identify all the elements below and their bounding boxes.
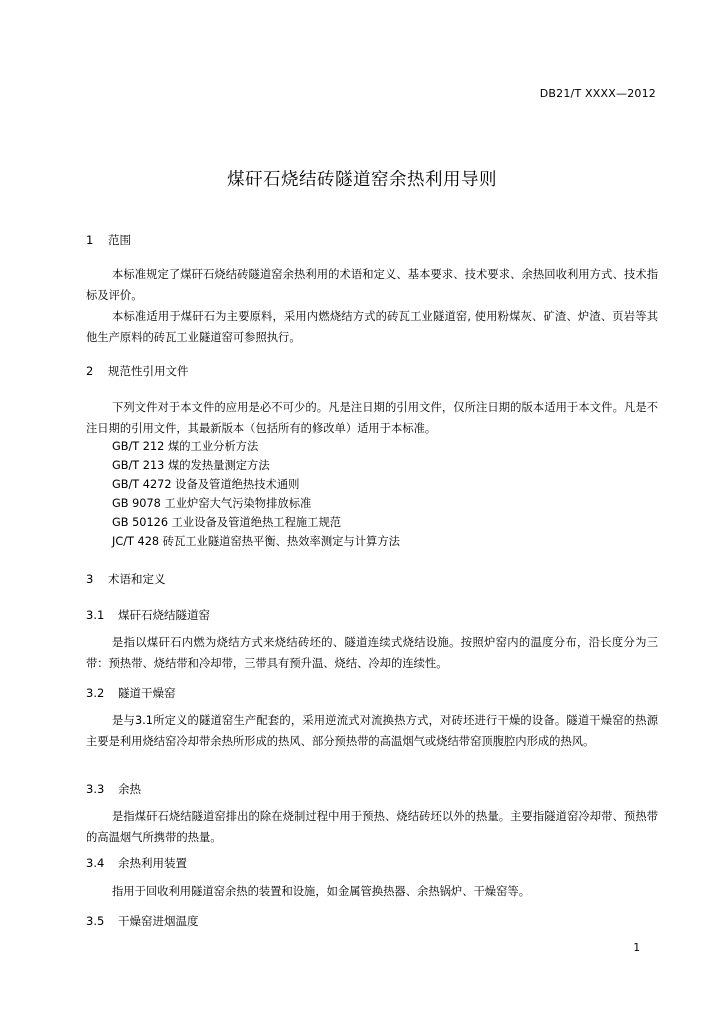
section-title: 规范性引用文件 [108,364,189,378]
reference-item: GB/T 212 煤的工业分析方法 [112,440,259,453]
section-1-paragraph-1: 本标准规定了煤矸石烧结砖隧道窑余热利用的术语和定义、基本要求、技术要求、余热回收利用方式、技术指标及评价。 [86,268,658,302]
term-title: 隧道干燥窑 [118,686,176,700]
term-3-5-heading [86,913,658,929]
term-number: 3.4 [86,856,105,870]
term-number: 3.1 [86,608,105,622]
document-title: 煤矸石烧结砖隧道窑余热利用导则 [227,170,497,190]
term-3-2-definition: 是与3.1所定义的隧道窑生产配套的，采用逆流式对流换热方式，对砖坯进行干燥的设备。隧道干燥窑的热源主要是利用烧结窑冷却带余热所形成的热风、部分预热带的高温烟气或烧结带窑顶腹腔内形成的热风。 [86,714,658,748]
section-3-heading [86,571,658,587]
reference-item: GB/T 4272 设备及管道绝热技术通则 [112,478,300,491]
reference-item: JC/T 428 砖瓦工业隧道窑热平衡、热效率测定与计算方法 [112,535,400,548]
document-code: DB21/T XXXX—2012 [539,87,656,100]
reference-item: GB 9078 工业炉窑大气污染物排放标准 [112,497,312,510]
section-2-intro: 下列文件对于本文件的应用是必不可少的。凡是注日期的引用文件，仅所注日期的版本适用于本文件。凡是不注日期的引用文件，其最新版本（包括所有的修改单）适用于本标准。 [86,401,658,435]
reference-list [86,437,658,551]
term-number: 3.5 [86,914,105,928]
section-title: 范围 [108,233,131,247]
term-3-3-definition: 是指煤矸石烧结隧道窑排出的除在烧制过程中用于预热、烧结砖坯以外的热量。主要指隧道窑冷却带、预热带的高温烟气所携带的热量。 [86,810,658,844]
section-2-heading [86,363,658,379]
term-number: 3.2 [86,686,105,700]
reference-item: GB 50126 工业设备及管道绝热工程施工规范 [112,516,342,529]
section-1-heading [86,232,658,248]
term-title: 煤矸石烧结隧道窑 [118,608,210,622]
term-3-4-definition: 指用于回收利用隧道窑余热的装置和设施，如金属管换热器、余热锅炉、干燥窑等。 [112,885,530,898]
term-3-2-heading [86,685,658,701]
section-title: 术语和定义 [108,572,166,586]
section-number: 3 [86,572,94,586]
term-title: 余热 [118,782,141,796]
term-3-3-heading [86,781,658,797]
section-1-paragraph-2: 本标准适用于煤矸石为主要原料，采用内燃烧结方式的砖瓦工业隧道窑, 使用粉煤灰、矿渣、炉渣、页岩等其他生产原料的砖瓦工业隧道窑可参照执行。 [86,310,658,344]
section-number: 2 [86,364,94,378]
term-number: 3.3 [86,782,105,796]
term-3-4-heading [86,855,658,871]
page-number: 1 [633,942,640,954]
reference-item: GB/T 213 煤的发热量测定方法 [112,459,270,472]
section-number: 1 [86,233,94,247]
term-title: 干燥窑进烟温度 [118,914,199,928]
term-3-1-definition: 是指以煤矸石内燃为烧结方式来烧结砖坯的、隧道连续式烧结设施。按照炉窑内的温度分布，沿长度分为三带：预热带、烧结带和冷却带，三带具有预升温、烧结、冷却的连续性。 [86,636,658,670]
term-3-1-heading [86,607,658,623]
term-title: 余热利用装置 [118,856,187,870]
